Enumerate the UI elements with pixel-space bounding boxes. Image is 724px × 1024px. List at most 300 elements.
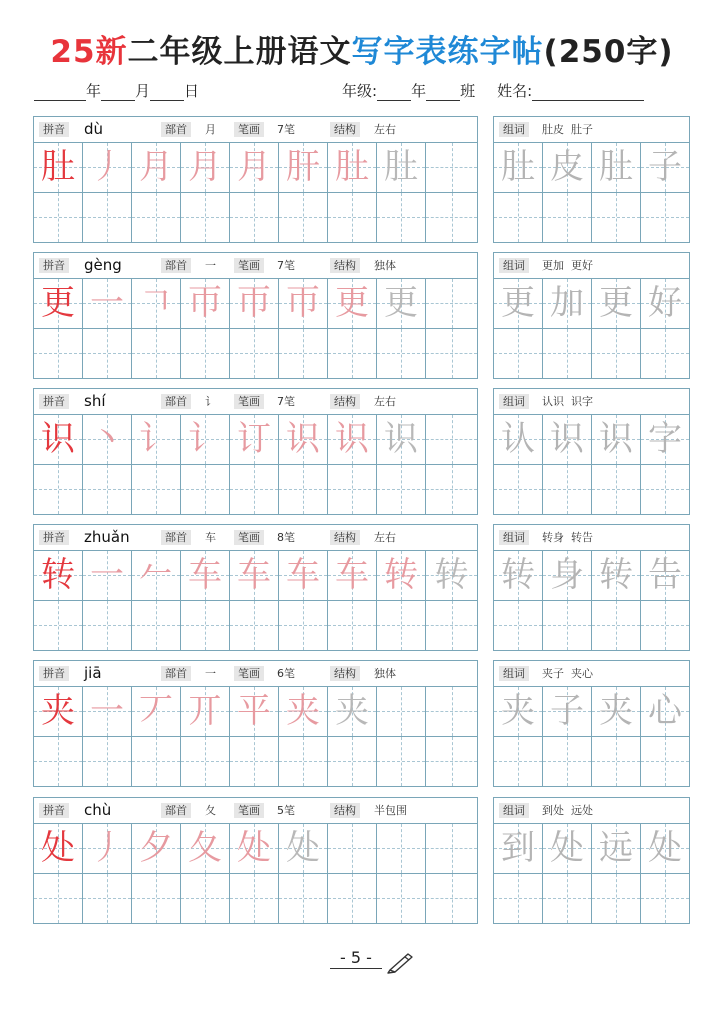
tracing-row bbox=[34, 824, 477, 874]
char-header bbox=[34, 661, 477, 687]
stroke-order-step: 夂 bbox=[188, 828, 222, 868]
grid-cell[interactable] bbox=[132, 737, 181, 786]
structure-tag: 结构 bbox=[330, 530, 360, 545]
grid-cell[interactable] bbox=[543, 737, 592, 786]
grid-cell[interactable] bbox=[543, 465, 592, 514]
word-tracing-row bbox=[494, 687, 689, 737]
grid-cell[interactable] bbox=[230, 279, 279, 328]
radical-value: 讠 bbox=[205, 395, 216, 408]
grid-cell[interactable] bbox=[132, 279, 181, 328]
grid-cell[interactable] bbox=[83, 601, 132, 650]
grid-cell[interactable] bbox=[83, 279, 132, 328]
structure-value: 独体 bbox=[374, 259, 396, 272]
grid-cell[interactable] bbox=[494, 824, 543, 873]
radical-tag: 部首 bbox=[161, 803, 191, 818]
grid-cell[interactable] bbox=[641, 193, 689, 242]
grid-cell[interactable] bbox=[377, 143, 426, 192]
grid-cell[interactable] bbox=[641, 415, 689, 464]
grid-cell[interactable] bbox=[181, 143, 230, 192]
grid-cell[interactable] bbox=[641, 824, 689, 873]
word-character: 好 bbox=[648, 283, 682, 323]
grid-cell[interactable] bbox=[328, 329, 377, 378]
grid-cell[interactable] bbox=[426, 737, 477, 786]
structure-value: 左右 bbox=[374, 395, 396, 408]
grid-cell[interactable] bbox=[377, 737, 426, 786]
radical-tag: 部首 bbox=[161, 394, 191, 409]
char-block bbox=[33, 252, 690, 379]
grid-cell[interactable] bbox=[83, 551, 132, 600]
year-blank[interactable] bbox=[34, 86, 86, 101]
grid-cell[interactable] bbox=[592, 737, 641, 786]
grid-cell[interactable] bbox=[230, 415, 279, 464]
word-grid bbox=[493, 388, 690, 515]
month-blank[interactable] bbox=[101, 86, 135, 101]
grid-cell[interactable] bbox=[279, 279, 328, 328]
word-character: 子 bbox=[648, 147, 682, 187]
grid-cell[interactable] bbox=[83, 329, 132, 378]
radical-tag: 部首 bbox=[161, 258, 191, 273]
stroke-order-step: 丶 bbox=[90, 419, 124, 459]
grid-cell[interactable] bbox=[592, 874, 641, 923]
words-header bbox=[494, 798, 689, 824]
grid-cell[interactable] bbox=[494, 687, 543, 736]
grid-cell[interactable] bbox=[494, 551, 543, 600]
grid-cell[interactable] bbox=[377, 193, 426, 242]
grid-cell[interactable] bbox=[328, 143, 377, 192]
grid-cell[interactable] bbox=[181, 874, 230, 923]
grid-cell[interactable] bbox=[543, 329, 592, 378]
tracing-row bbox=[34, 687, 477, 737]
grid-cell[interactable] bbox=[543, 415, 592, 464]
structure-value: 左右 bbox=[374, 123, 396, 136]
structure-tag: 结构 bbox=[330, 394, 360, 409]
grid-cell[interactable] bbox=[230, 329, 279, 378]
grid-cell[interactable] bbox=[132, 329, 181, 378]
grid-cell[interactable] bbox=[377, 601, 426, 650]
words-value: 到处 远处 bbox=[542, 804, 593, 817]
grid-cell[interactable] bbox=[328, 601, 377, 650]
stroke-order-step: 订 bbox=[237, 419, 271, 459]
grid-cell[interactable] bbox=[181, 329, 230, 378]
grid-cell[interactable] bbox=[279, 415, 328, 464]
name-label: 姓名: bbox=[497, 82, 533, 100]
month-label: 月 bbox=[135, 82, 151, 100]
radical-tag: 部首 bbox=[161, 530, 191, 545]
stroke-order-step: 帀 bbox=[188, 283, 222, 323]
grid-cell[interactable] bbox=[494, 465, 543, 514]
word-practice-row bbox=[494, 193, 689, 242]
pinyin-tag: 拼音 bbox=[39, 530, 69, 545]
grid-cell[interactable] bbox=[592, 329, 641, 378]
word-character: 夹 bbox=[501, 691, 535, 731]
stroke-order-step: 𠂉 bbox=[139, 555, 173, 595]
grid-cell[interactable] bbox=[279, 193, 328, 242]
strokes-value: 5笔 bbox=[277, 804, 295, 817]
grid-cell[interactable] bbox=[592, 687, 641, 736]
grid-cell[interactable] bbox=[494, 329, 543, 378]
grid-cell[interactable] bbox=[426, 279, 477, 328]
practice-grid bbox=[33, 388, 478, 515]
practice-row bbox=[34, 465, 477, 514]
grid-cell[interactable] bbox=[641, 687, 689, 736]
grid-cell[interactable] bbox=[426, 329, 477, 378]
strokes-value: 8笔 bbox=[277, 531, 295, 544]
grid-cell[interactable] bbox=[181, 687, 230, 736]
grid-cell[interactable] bbox=[83, 737, 132, 786]
word-character: 到 bbox=[501, 828, 535, 868]
grid-cell[interactable] bbox=[377, 551, 426, 600]
word-character: 更 bbox=[501, 283, 535, 323]
grid-cell[interactable] bbox=[230, 465, 279, 514]
pinyin-tag: 拼音 bbox=[39, 394, 69, 409]
words-header bbox=[494, 389, 689, 415]
radical-value: 一 bbox=[205, 667, 216, 680]
grid-cell[interactable] bbox=[181, 465, 230, 514]
grid-cell[interactable] bbox=[279, 143, 328, 192]
grid-cell[interactable] bbox=[230, 737, 279, 786]
grid-cell[interactable] bbox=[34, 465, 83, 514]
char-header bbox=[34, 798, 477, 824]
grid-cell[interactable] bbox=[34, 874, 83, 923]
grid-cell[interactable] bbox=[34, 737, 83, 786]
tracing-row bbox=[34, 551, 477, 601]
grid-cell[interactable] bbox=[181, 737, 230, 786]
word-character: 转 bbox=[599, 555, 633, 595]
grid-cell[interactable] bbox=[426, 824, 477, 873]
grid-cell[interactable] bbox=[377, 687, 426, 736]
pinyin-value: chù bbox=[84, 801, 112, 819]
grid-cell[interactable] bbox=[592, 279, 641, 328]
practice-row bbox=[34, 737, 477, 786]
words-tag: 组词 bbox=[499, 394, 529, 409]
tracing-row bbox=[34, 279, 477, 329]
stroke-order-step: 车 bbox=[188, 555, 222, 595]
stroke-order-step: 夕 bbox=[139, 828, 173, 868]
practice-grid bbox=[33, 524, 478, 651]
stroke-order-step: 夹 bbox=[335, 691, 369, 731]
grid-cell[interactable] bbox=[426, 601, 477, 650]
grid-cell[interactable] bbox=[83, 874, 132, 923]
grid-cell[interactable] bbox=[426, 193, 477, 242]
grid-cell[interactable] bbox=[426, 551, 477, 600]
strokes-tag: 笔画 bbox=[234, 394, 264, 409]
word-grid bbox=[493, 116, 690, 243]
grid-cell[interactable] bbox=[132, 415, 181, 464]
grid-cell[interactable] bbox=[34, 687, 83, 736]
grid-cell[interactable] bbox=[377, 874, 426, 923]
pinyin-value: gèng bbox=[84, 256, 122, 274]
grid-cell[interactable] bbox=[279, 737, 328, 786]
char-block bbox=[33, 524, 690, 651]
page-title bbox=[0, 26, 724, 71]
practice-grid bbox=[33, 660, 478, 787]
stroke-order-step: 识 bbox=[286, 419, 320, 459]
grid-cell[interactable] bbox=[641, 601, 689, 650]
grid-cell[interactable] bbox=[328, 415, 377, 464]
grid-cell[interactable] bbox=[426, 874, 477, 923]
char-block bbox=[33, 388, 690, 515]
strokes-tag: 笔画 bbox=[234, 803, 264, 818]
words-header bbox=[494, 525, 689, 551]
practice-row bbox=[34, 193, 477, 242]
grid-cell[interactable] bbox=[279, 551, 328, 600]
grid-cell[interactable] bbox=[543, 687, 592, 736]
word-character: 远 bbox=[599, 828, 633, 868]
structure-value: 半包围 bbox=[374, 804, 407, 817]
grid-cell[interactable] bbox=[494, 874, 543, 923]
grid-cell[interactable] bbox=[279, 465, 328, 514]
words-value: 认识 识字 bbox=[542, 395, 593, 408]
day-label: 日 bbox=[184, 82, 200, 100]
grid-cell[interactable] bbox=[34, 601, 83, 650]
stroke-order-step: 更 bbox=[335, 283, 369, 323]
grid-cell[interactable] bbox=[181, 824, 230, 873]
grid-cell[interactable] bbox=[377, 329, 426, 378]
class-blank[interactable] bbox=[426, 86, 460, 101]
word-practice-row bbox=[494, 737, 689, 786]
grid-cell[interactable] bbox=[132, 687, 181, 736]
grid-cell[interactable] bbox=[426, 465, 477, 514]
stroke-order-step: 处 bbox=[286, 828, 320, 868]
word-grid bbox=[493, 252, 690, 379]
words-value: 肚皮 肚子 bbox=[542, 123, 593, 136]
word-tracing-row bbox=[494, 824, 689, 874]
words-header bbox=[494, 253, 689, 279]
word-character: 身 bbox=[550, 555, 584, 595]
grid-cell[interactable] bbox=[230, 143, 279, 192]
grid-cell[interactable] bbox=[641, 279, 689, 328]
grid-cell[interactable] bbox=[328, 193, 377, 242]
class-label: 班 bbox=[460, 82, 476, 100]
grid-cell[interactable] bbox=[426, 143, 477, 192]
grid-cell[interactable] bbox=[641, 874, 689, 923]
grid-cell[interactable] bbox=[279, 601, 328, 650]
grid-cell[interactable] bbox=[592, 551, 641, 600]
grid-cell[interactable] bbox=[279, 824, 328, 873]
grid-cell[interactable] bbox=[377, 824, 426, 873]
practice-row bbox=[34, 874, 477, 923]
grid-cell[interactable] bbox=[494, 143, 543, 192]
stroke-order-step: 转 bbox=[434, 555, 469, 595]
grid-cell[interactable] bbox=[83, 193, 132, 242]
grid-cell[interactable] bbox=[34, 329, 83, 378]
grid-cell[interactable] bbox=[592, 465, 641, 514]
grid-cell[interactable] bbox=[34, 193, 83, 242]
grid-cell[interactable] bbox=[230, 551, 279, 600]
words-header bbox=[494, 117, 689, 143]
strokes-value: 7笔 bbox=[277, 259, 295, 272]
year-label: 年 bbox=[86, 82, 102, 100]
char-header bbox=[34, 389, 477, 415]
grid-cell[interactable] bbox=[641, 551, 689, 600]
grid-cell[interactable] bbox=[132, 824, 181, 873]
char-block bbox=[33, 116, 690, 243]
grid-cell[interactable] bbox=[328, 465, 377, 514]
grid-cell[interactable] bbox=[494, 415, 543, 464]
word-tracing-row bbox=[494, 143, 689, 193]
grid-cell[interactable] bbox=[34, 824, 83, 873]
grid-cell[interactable] bbox=[230, 874, 279, 923]
word-character: 心 bbox=[648, 691, 682, 731]
practice-grid bbox=[33, 116, 478, 243]
stroke-order-step: 一 bbox=[90, 555, 124, 595]
grid-cell[interactable] bbox=[328, 687, 377, 736]
stroke-order-step: 识 bbox=[384, 419, 418, 459]
grid-cell[interactable] bbox=[83, 143, 132, 192]
words-value: 转身 转告 bbox=[542, 531, 593, 544]
grid-cell[interactable] bbox=[34, 279, 83, 328]
strokes-tag: 笔画 bbox=[234, 666, 264, 681]
stroke-order-step: 讠 bbox=[188, 419, 222, 459]
grid-cell[interactable] bbox=[181, 193, 230, 242]
main-character: 夹 bbox=[41, 691, 75, 731]
name-blank[interactable] bbox=[532, 86, 644, 101]
grid-cell[interactable] bbox=[181, 601, 230, 650]
title-part-2: 二年级上册语文 bbox=[127, 34, 352, 70]
stroke-order-step: 帀 bbox=[286, 283, 320, 323]
grid-cell[interactable] bbox=[328, 279, 377, 328]
stroke-order-step: 丆 bbox=[139, 691, 173, 731]
grid-cell[interactable] bbox=[132, 551, 181, 600]
grid-cell[interactable] bbox=[494, 279, 543, 328]
grid-cell[interactable] bbox=[132, 874, 181, 923]
grid-cell[interactable] bbox=[328, 737, 377, 786]
grid-cell[interactable] bbox=[543, 143, 592, 192]
grid-cell[interactable] bbox=[377, 279, 426, 328]
main-character: 肚 bbox=[41, 147, 75, 187]
grid-cell[interactable] bbox=[230, 193, 279, 242]
radical-tag: 部首 bbox=[161, 666, 191, 681]
grid-cell[interactable] bbox=[592, 601, 641, 650]
grade-blank[interactable] bbox=[377, 86, 411, 101]
grid-cell[interactable] bbox=[377, 415, 426, 464]
grid-cell[interactable] bbox=[494, 193, 543, 242]
main-character: 处 bbox=[41, 828, 75, 868]
strokes-value: 7笔 bbox=[277, 395, 295, 408]
grid-cell[interactable] bbox=[592, 143, 641, 192]
title-part-3: 写字表练字帖 bbox=[351, 34, 544, 70]
word-character: 夹 bbox=[599, 691, 633, 731]
grid-cell[interactable] bbox=[328, 824, 377, 873]
tracing-row bbox=[34, 415, 477, 465]
grid-cell[interactable] bbox=[592, 415, 641, 464]
grid-cell[interactable] bbox=[279, 874, 328, 923]
structure-tag: 结构 bbox=[330, 258, 360, 273]
grid-cell[interactable] bbox=[543, 193, 592, 242]
grid-cell[interactable] bbox=[83, 465, 132, 514]
grid-cell[interactable] bbox=[592, 824, 641, 873]
grid-cell[interactable] bbox=[34, 415, 83, 464]
words-tag: 组词 bbox=[499, 666, 529, 681]
words-tag: 组词 bbox=[499, 258, 529, 273]
grid-cell[interactable] bbox=[543, 824, 592, 873]
word-practice-row bbox=[494, 874, 689, 923]
word-character: 皮 bbox=[550, 147, 584, 187]
grid-cell[interactable] bbox=[328, 874, 377, 923]
grid-cell[interactable] bbox=[279, 687, 328, 736]
word-grid bbox=[493, 660, 690, 787]
word-character: 识 bbox=[599, 419, 633, 459]
grid-cell[interactable] bbox=[181, 279, 230, 328]
stroke-order-step: 丿 bbox=[90, 828, 124, 868]
practice-grid bbox=[33, 252, 478, 379]
grid-cell[interactable] bbox=[641, 143, 689, 192]
word-grid bbox=[493, 524, 690, 651]
grid-cell[interactable] bbox=[641, 737, 689, 786]
tracing-row bbox=[34, 143, 477, 193]
grid-cell[interactable] bbox=[543, 601, 592, 650]
grid-cell[interactable] bbox=[543, 279, 592, 328]
stroke-order-step: 车 bbox=[335, 555, 369, 595]
word-character: 处 bbox=[550, 828, 584, 868]
grid-cell[interactable] bbox=[426, 687, 477, 736]
pinyin-value: zhuǎn bbox=[84, 528, 130, 546]
grid-cell[interactable] bbox=[34, 551, 83, 600]
stroke-order-step: 帀 bbox=[237, 283, 271, 323]
grid-cell[interactable] bbox=[494, 601, 543, 650]
grid-cell[interactable] bbox=[279, 329, 328, 378]
grid-cell[interactable] bbox=[494, 737, 543, 786]
grid-cell[interactable] bbox=[230, 824, 279, 873]
radical-value: 夂 bbox=[205, 804, 216, 817]
words-header bbox=[494, 661, 689, 687]
structure-value: 独体 bbox=[374, 667, 396, 680]
grid-cell[interactable] bbox=[181, 415, 230, 464]
grid-cell[interactable] bbox=[230, 601, 279, 650]
radical-tag: 部首 bbox=[161, 122, 191, 137]
word-character: 处 bbox=[648, 828, 682, 868]
grid-cell[interactable] bbox=[34, 143, 83, 192]
stroke-order-step: 丿 bbox=[90, 147, 124, 187]
pinyin-tag: 拼音 bbox=[39, 803, 69, 818]
grid-cell[interactable] bbox=[132, 465, 181, 514]
stroke-order-step: 肚 bbox=[335, 147, 369, 187]
practice-row bbox=[34, 601, 477, 650]
grid-cell[interactable] bbox=[181, 551, 230, 600]
grid-cell[interactable] bbox=[328, 551, 377, 600]
grid-cell[interactable] bbox=[83, 824, 132, 873]
main-character: 转 bbox=[41, 555, 75, 595]
word-character: 字 bbox=[648, 419, 682, 459]
word-practice-row bbox=[494, 329, 689, 378]
words-tag: 组词 bbox=[499, 122, 529, 137]
radical-value: 车 bbox=[205, 531, 216, 544]
grid-cell[interactable] bbox=[592, 193, 641, 242]
pinyin-value: jiā bbox=[84, 664, 102, 682]
grid-cell[interactable] bbox=[83, 687, 132, 736]
word-tracing-row bbox=[494, 551, 689, 601]
words-tag: 组词 bbox=[499, 530, 529, 545]
stroke-order-step: 月 bbox=[237, 147, 271, 187]
grid-cell[interactable] bbox=[230, 687, 279, 736]
grid-cell[interactable] bbox=[132, 601, 181, 650]
title-part-1: 25新 bbox=[50, 34, 128, 70]
grid-cell[interactable] bbox=[426, 415, 477, 464]
grid-cell[interactable] bbox=[543, 551, 592, 600]
grid-cell[interactable] bbox=[83, 415, 132, 464]
grid-cell[interactable] bbox=[641, 329, 689, 378]
grid-cell[interactable] bbox=[641, 465, 689, 514]
main-character: 识 bbox=[41, 419, 75, 459]
grid-cell[interactable] bbox=[543, 874, 592, 923]
stroke-order-step: 月 bbox=[188, 147, 222, 187]
grid-cell[interactable] bbox=[132, 193, 181, 242]
grid-cell[interactable] bbox=[132, 143, 181, 192]
grid-cell[interactable] bbox=[377, 465, 426, 514]
words-value: 夹子 夹心 bbox=[542, 667, 593, 680]
day-blank[interactable] bbox=[150, 86, 184, 101]
strokes-value: 6笔 bbox=[277, 667, 295, 680]
